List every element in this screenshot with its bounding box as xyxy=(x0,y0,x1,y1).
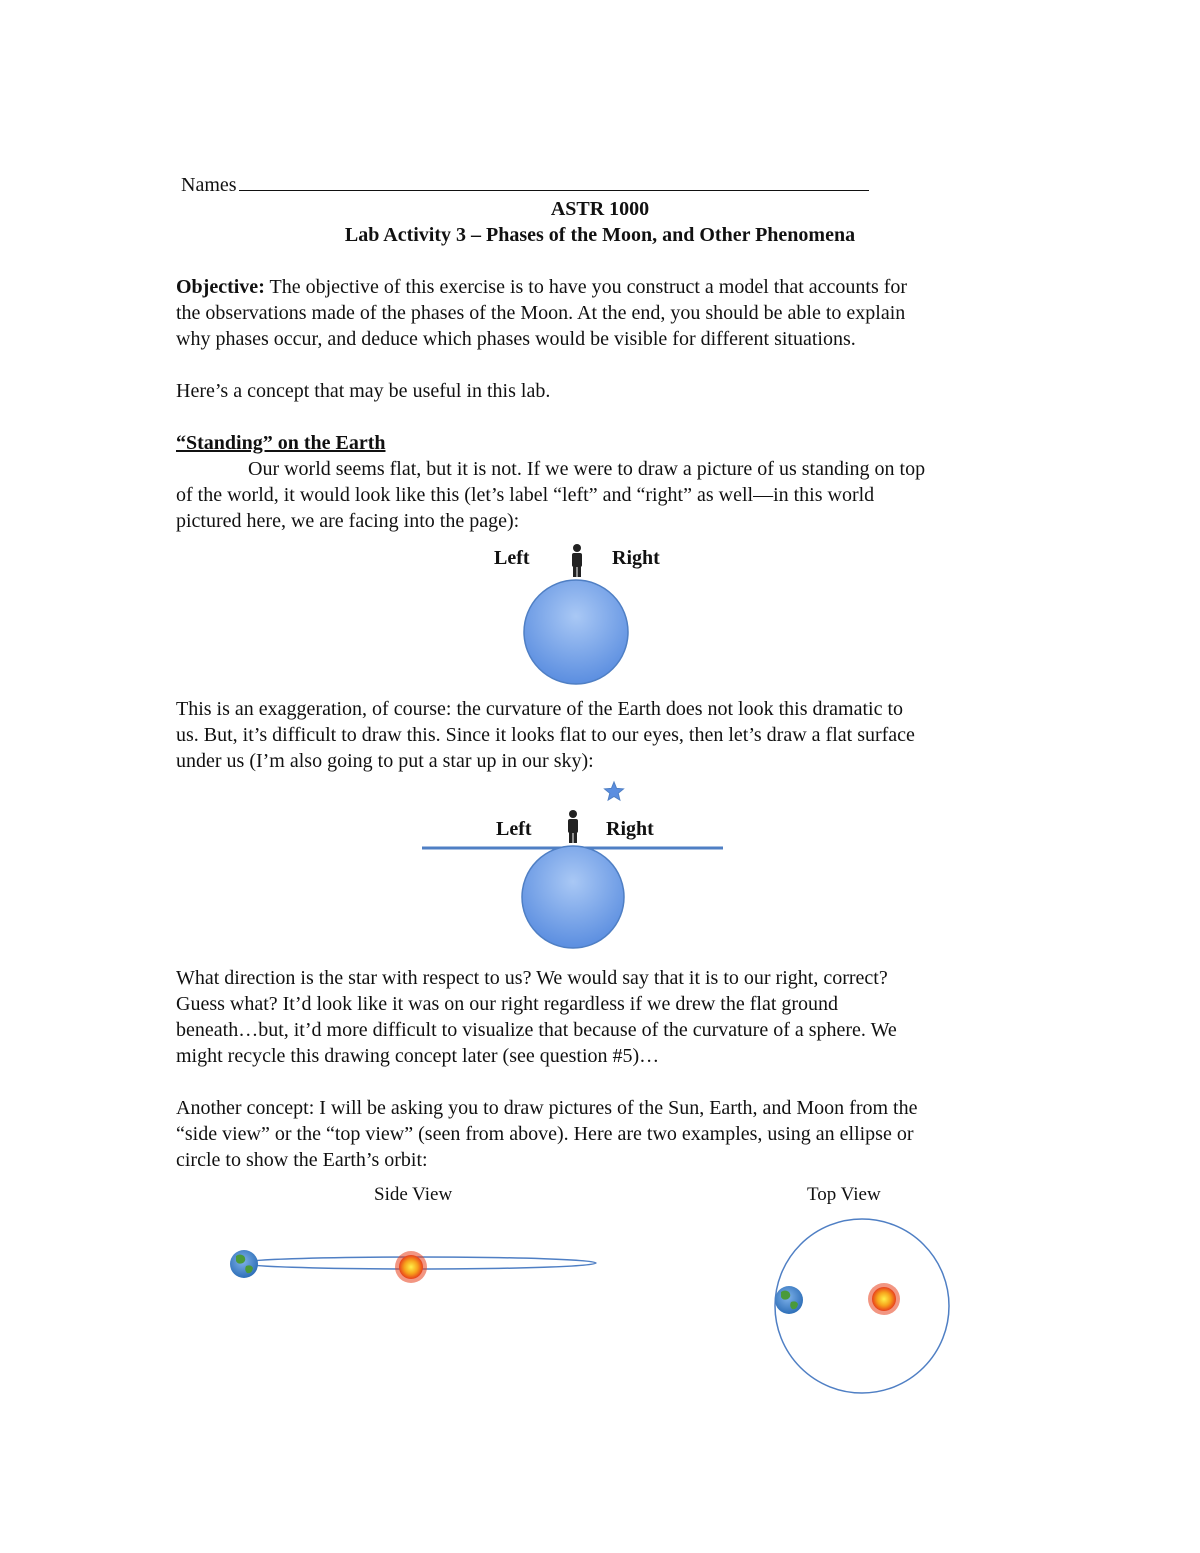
figure1-diagram xyxy=(516,540,636,690)
standing-heading: “Standing” on the Earth xyxy=(176,432,386,454)
figure1-right-label: Right xyxy=(612,547,660,569)
earth-sphere-icon xyxy=(524,580,628,684)
person-icon xyxy=(572,544,582,577)
direction-line-2: Guess what? It’d look like it was on our right regardless if we drew the flat ground xyxy=(176,993,839,1015)
top-view-label: Top View xyxy=(807,1184,881,1205)
objective-line-3: why phases occur, and deduce which phases would be visible for different situations. xyxy=(176,328,856,350)
person-icon xyxy=(568,810,578,843)
exaggeration-line-2: us. But, it’s difficult to draw this. Since it looks flat to our eyes, then let’s draw a flat surface xyxy=(176,724,915,746)
objective-label: Objective: xyxy=(176,276,265,298)
side-view-label: Side View xyxy=(374,1184,453,1205)
direction-line-3: beneath…but, it’d more difficult to visualize that because of the curvature of a sphere. We xyxy=(176,1019,897,1041)
side-view-earth-icon xyxy=(230,1250,258,1278)
lab-title: Lab Activity 3 – Phases of the Moon, and Other Phenomena xyxy=(344,224,856,246)
names-blank-line[interactable] xyxy=(239,170,869,191)
direction-line-4: might recycle this drawing concept later (see question #5)… xyxy=(176,1045,660,1067)
figure2-diagram xyxy=(418,776,738,956)
another-line-2: “side view” or the “top view” (seen from above). Here are two examples, using an ellipse or xyxy=(176,1123,914,1145)
objective-line-1 xyxy=(176,274,907,300)
star-icon xyxy=(605,782,624,800)
concept-intro: Here’s a concept that may be useful in this lab. xyxy=(176,380,551,402)
figure2-right-label: Right xyxy=(606,818,654,840)
standing-line-3: pictured here, we are facing into the page): xyxy=(176,510,520,532)
earth-sphere-icon xyxy=(522,846,624,948)
another-line-3: circle to show the Earth’s orbit: xyxy=(176,1149,428,1171)
top-view-earth-icon xyxy=(775,1286,803,1314)
standing-line-2: of the world, it would look like this (let’s label “left” and “right” as well—in this world xyxy=(176,484,875,506)
direction-line-1: What direction is the star with respect to us? We would say that it is to our right, correct? xyxy=(176,967,888,989)
course-title: ASTR 1000 xyxy=(550,198,650,220)
names-row xyxy=(181,170,869,198)
exaggeration-line-1: This is an exaggeration, of course: the curvature of the Earth does not look this dramatic to xyxy=(176,698,904,720)
top-view-sun-icon xyxy=(868,1283,900,1315)
standing-line-1: Our world seems flat, but it is not. If we were to draw a picture of us standing on top xyxy=(248,458,926,480)
another-line-1: Another concept: I will be asking you to draw pictures of the Sun, Earth, and Moon from the xyxy=(176,1097,918,1119)
objective-text-1: The objective of this exercise is to have you construct a model that accounts for xyxy=(264,276,908,298)
figure1-left-label: Left xyxy=(494,547,530,569)
names-label: Names xyxy=(181,174,237,196)
side-view-sun-icon xyxy=(395,1251,427,1283)
objective-line-2: the observations made of the phases of the Moon. At the end, you should be able to explain xyxy=(176,302,906,324)
figure3-diagram xyxy=(226,1196,986,1416)
figure2-left-label: Left xyxy=(496,818,532,840)
exaggeration-line-3: under us (I’m also going to put a star up in our sky): xyxy=(176,750,594,772)
